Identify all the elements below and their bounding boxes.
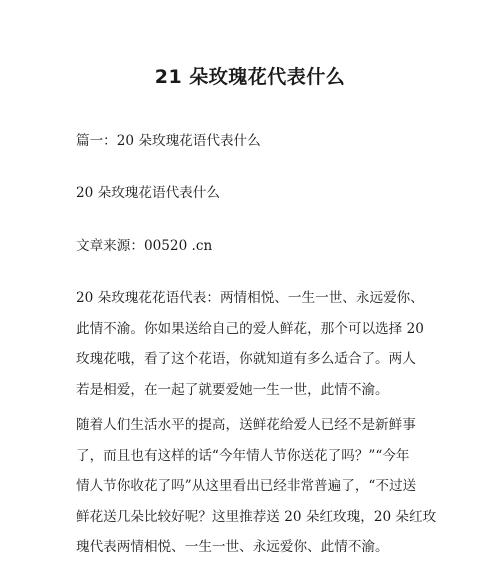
document-title: 21 朵玫瑰花代表什么 xyxy=(154,66,346,88)
paragraph-1-line: 若是相爱，在一起了就要爱她一生一世，此情不渝。 xyxy=(76,381,389,398)
paragraph-2-line: 瑰代表两情相悦、一生一世、永远爱你、此情不渝。 xyxy=(76,539,389,555)
source-line: 文章来源：00520 .cn xyxy=(76,238,213,254)
paragraph-1 xyxy=(76,283,436,405)
paragraph-1-line: 此情不渝。你如果送给自己的爱人鲜花，那个可以选择 20 xyxy=(76,320,424,337)
paragraph-2-line: 鲜花送几朵比较好呢？这里推荐送 20 朵红玫瑰，20 朵红玫 xyxy=(76,508,437,525)
paragraph-1-line: 20 朵玫瑰花花语代表：两情相悦、一生一世、永远爱你、 xyxy=(76,290,424,306)
paragraph-2-line: 情人节你收花了吗”从这里看出已经非常普遍了，“不过送 xyxy=(76,478,417,494)
section-heading: 篇一：20 朵玫瑰花语代表什么 xyxy=(76,133,261,149)
subheading: 20 朵玫瑰花语代表什么 xyxy=(76,185,220,201)
paragraph-2-line: 随着人们生活水平的提高，送鲜花给爱人已经不是新鲜事 xyxy=(76,417,416,433)
paragraph-2 xyxy=(76,410,436,563)
paragraph-1-line: 玫瑰花哦，看了这个花语，你就知道有多么适合了。两人 xyxy=(76,351,416,367)
paragraph-2-line: 了，而且也有这样的话“今年情人节你送花了吗？”“今年 xyxy=(76,447,410,464)
